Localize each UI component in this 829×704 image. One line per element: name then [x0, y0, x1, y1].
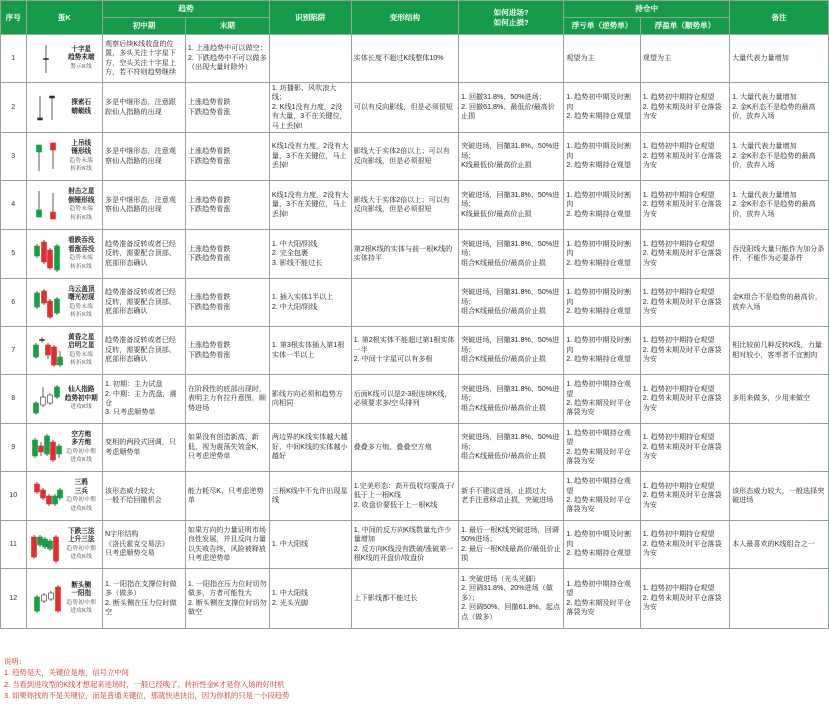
entry-cell: 1. 最后一根K线突破进场，回调50%进场； 2. 最后一根K线最高价/最低价止损: [459, 521, 564, 569]
k-pattern-note: 趋势初中期 进攻K线: [66, 545, 96, 561]
row-number: 10: [1, 472, 27, 521]
table-row: [1, 375, 829, 424]
row-number: 8: [1, 375, 27, 424]
remark-cell: 1. 大量代表力量增加 2. 金K形态不是趋势的最高价，放弃入场: [730, 181, 829, 230]
hold-profit-cell: 1. 趋势初中期持仓观望 2. 趋势末期及时平仓落袋为安: [640, 181, 729, 230]
table-row: [1, 472, 829, 521]
k-pattern-subtitle: 多方炮: [71, 439, 92, 447]
row-number: 11: [1, 521, 27, 569]
structure-cell: 后面K线可以是2-3根连续K线，必须要求多/空头排列: [351, 375, 458, 424]
k-pattern-title: 断头铡: [71, 581, 92, 589]
entry-cell: 新手不建议进场，止损过大 老手注意移动止损，突破进场: [459, 472, 564, 521]
hold-profit-cell: 观望为主: [640, 35, 729, 83]
k-pattern-cell: [26, 424, 103, 472]
structure-cell: 影线大于实体2倍以上；可以有反向影线，但是必须很短: [351, 133, 458, 181]
row-number: 7: [1, 327, 27, 375]
trap-cell: 影线方向必须和趋势方向相同: [269, 375, 351, 424]
k-pattern-name: [63, 188, 101, 222]
header-seq: 序号: [1, 1, 27, 35]
entry-cell: 1. 突破进场（光头光脚） 2. 回调31.8%、20%进场（做多）； 2. 回调50%、回撤61.8%、起点点（做多）: [459, 569, 564, 629]
table-row: [1, 327, 829, 375]
table-row: [1, 230, 829, 279]
table-row: [1, 133, 829, 181]
structure-cell: 1. 中间的反方向K线数量允许少量增加 2. 反方向K线没有跌破/涨破第一根K线的开盘价/收盘价: [351, 521, 458, 569]
structure-cell: [351, 279, 458, 327]
table-row: [1, 181, 829, 230]
header-entry: [459, 1, 564, 35]
k-pattern-name: [63, 528, 101, 562]
hold-loss-cell: 1. 趋势初中期及时割肉 2. 趋势末期持仓观望: [564, 230, 641, 279]
doji-cross-icon: [29, 39, 63, 79]
k-pattern-note: 趋势末端 转折K线: [69, 351, 94, 367]
row-number: 1: [1, 35, 27, 83]
header-remark: 备注: [730, 1, 829, 35]
k-pattern-name: [63, 431, 101, 465]
structure-cell: 实体长度不超过K线整体10%: [351, 35, 458, 83]
trend-late-cell: 1. 上涨趋势中可以做空； 2. 下跌趋势中不可以做多（出现大量时除外）: [185, 35, 269, 83]
row-number: 3: [1, 133, 27, 181]
structure-cell: 第2根K线的实体与前一根K线的实体持平: [351, 230, 458, 279]
entry-cell: 突破进场，回撤31.8%、50%进场； 组合K线最低价/最高价止损: [459, 279, 564, 327]
header-structure: 变形结构: [351, 1, 458, 35]
row-number: 2: [1, 83, 27, 133]
k-pattern-subtitle: 上升三法: [68, 536, 95, 544]
k-pattern-title: 看跌吞没: [68, 237, 95, 245]
k-pattern-note: 警示K线: [70, 63, 93, 70]
rising-falling-three-icon: [29, 525, 63, 565]
k-pattern-subtitle: 看涨吞没: [68, 245, 95, 253]
trap-cell: K线1没有力度，2没有大量，3不在关键位，马上丢掉!: [269, 181, 351, 230]
trend-early-cell: 观察后续K线收盘的位置，多头关注十字星下方，空头关注十字星上方，若不符则趋势继续: [103, 35, 186, 83]
remark-cell: 金K组合不是趋势的最高价，放弃入场: [730, 279, 829, 327]
k-pattern-cell: [26, 569, 103, 629]
k-pattern-title: 十字星: [71, 45, 92, 53]
table-row: [1, 521, 829, 569]
shooting-star-icon: [29, 185, 63, 225]
row-number: 5: [1, 230, 27, 279]
trend-late-cell: 在阶段性的底部出现时，表明主力有拉升意图，顺势进场: [185, 375, 269, 424]
table-row: [1, 279, 829, 327]
structure-cell: 上下影线都不能过长: [351, 569, 458, 629]
k-pattern-subtitle: 一阳指: [71, 590, 92, 598]
k-pattern-cell: [26, 133, 103, 181]
k-pattern-name: [63, 99, 101, 116]
k-pattern-cell: [26, 230, 103, 279]
k-pattern-cell: [26, 83, 103, 133]
remark-cell: 该形态威力较大，一般选择突破进场: [730, 472, 829, 521]
remark-cell: 本人最喜欢的K线组合之一: [730, 521, 829, 569]
hold-loss-cell: 1. 趋势初中期及时割肉 2. 趋势末期持仓观望: [564, 279, 641, 327]
row-number: 6: [1, 279, 27, 327]
k-pattern-subtitle: 趋势末端: [68, 54, 95, 62]
hold-loss-cell: 1. 趋势初中期及时割肉 2. 趋势末期持仓观望: [564, 133, 641, 181]
trend-early-cell: 趋势准备反转或者已经反转，需要配合顶部、底部形态确认: [103, 230, 186, 279]
entry-cell: [459, 35, 564, 83]
hold-profit-cell: 1. 趋势初中期持仓观望 2. 趋势末期及时平仓落袋为安: [640, 472, 729, 521]
k-pattern-title: 仙人指路: [68, 386, 95, 394]
remark-cell: 1. 大量代表力量增加 2. 金K形态不是趋势的最高价，放弃入场: [730, 83, 829, 133]
k-pattern-title: 上吊线: [71, 139, 92, 147]
trap-cell: 1. 中大阳线 2. 光头光脚: [269, 569, 351, 629]
remark-cell: [730, 569, 829, 629]
evening-morning-star-icon: [29, 331, 63, 371]
trap-cell: 两边界的K线实体越大越好，中间K线的实体越小越好: [269, 424, 351, 472]
hold-loss-cell: 1. 趋势初中期持仓观望 2. 趋势末期及时平仓落袋为安: [564, 375, 641, 424]
remark-cell: 1. 大量代表力量增加 2. 金K形态不是趋势的最高价，放弃入场: [730, 133, 829, 181]
k-pattern-name: [63, 479, 101, 513]
trend-early-cell: 1. 一阳指在支撑位时做多（做多） 2. 断头铡在压力位时做空: [103, 569, 186, 629]
entry-cell: 1. 回撤31.8%、50%进场； 2. 回撤61.8%、最低价/最高价止损: [459, 83, 564, 133]
k-pattern-note: 进攻K线: [70, 404, 93, 411]
three-crows-soldiers-icon: [29, 476, 63, 516]
k-pattern-cell: [26, 181, 103, 230]
k-pattern-name: [63, 237, 101, 271]
header-trend: 趋势: [103, 1, 270, 18]
k-pattern-subtitle: 蜻蜓线: [71, 107, 92, 115]
k-pattern-title: 乌云盖顶: [68, 285, 95, 293]
k-pattern-note: 趋势初中期 进攻K线: [66, 599, 96, 615]
k-pattern-cell: [26, 472, 103, 521]
k-pattern-title: 黄昏之星: [68, 333, 95, 341]
header-entry-line1: 如何进场?: [493, 8, 529, 17]
trend-late-cell: 上涨趋势看跌 下跌趋势看涨: [185, 181, 269, 230]
hold-loss-cell: 1. 趋势初中期及时割肉 2. 趋势末期持仓观望: [564, 83, 641, 133]
trend-late-cell: 上涨趋势看跌 下跌趋势看涨: [185, 279, 269, 327]
note-item-2: 2. 当看到进攻型的K线才想起来进场时，一般已经晚了。转折性金K才是你入场的好时机: [4, 679, 285, 689]
trend-late-cell: 上涨趋势看跌 下跌趋势看涨: [185, 83, 269, 133]
header-k: 蛋K: [26, 1, 103, 35]
k-pattern-cell: [26, 375, 103, 424]
header-trend-late: 末期: [185, 18, 269, 35]
k-pattern-cell: [26, 521, 103, 569]
k-pattern-subtitle: 三兵: [74, 487, 88, 495]
engulfing-icon: [29, 234, 63, 274]
hold-loss-cell: 1. 趋势初中期及时割肉 2. 趋势末期持仓观望: [564, 327, 641, 375]
row-number: 9: [1, 424, 27, 472]
k-pattern-note: 趋势末端 转折K线: [69, 303, 94, 319]
k-pattern-subtitle: 锤形线: [71, 148, 92, 156]
notes-section: [4, 656, 824, 701]
k-pattern-name: [63, 386, 101, 412]
entry-cell: 突破进场，回撤31.8%、50%进场； K线最低价/最高价止损: [459, 133, 564, 181]
hold-profit-cell: 1. 趋势初中期持仓观望 2. 趋势末期及时平仓落袋为安: [640, 83, 729, 133]
trend-early-cell: 趋势准备反转或者已经反转，需要配合顶部、底部形态确认: [103, 279, 186, 327]
notes-heading: 说明：: [4, 657, 26, 666]
trend-late-cell: 上涨趋势看跌 下跌趋势看涨: [185, 327, 269, 375]
dark-cloud-piercing-icon: [29, 283, 63, 323]
hold-profit-cell: 1. 趋势初中期持仓观望 2. 趋势末期及时平仓落袋为安: [640, 424, 729, 472]
entry-cell: 突破进场，回撤31.8%、50%进场； 组合K线最低价/最高价止损: [459, 230, 564, 279]
entry-cell: 突破进场，回撤31.8%、50%进场； 组合K线最低价/最高价止损: [459, 424, 564, 472]
k-pattern-subtitle: 曙光初现: [68, 294, 95, 302]
structure-cell: 影线大于实体2倍以上；可以有反向影线，但是必须很短: [351, 181, 458, 230]
hold-loss-cell: 1. 趋势初中期持仓观望 2. 趋势末期及时平仓落袋为安: [564, 472, 641, 521]
trap-cell: 1. 插入实体1半以上 2. 中大阳/阴线: [269, 279, 351, 327]
hold-profit-cell: 1. 趋势初中期持仓观望 2. 趋势末期及时平仓落袋为安: [640, 279, 729, 327]
trap-cell: K线1没有力度，2没有大量，3不在关键位，马上丢掉!: [269, 133, 351, 181]
table-row: [1, 569, 829, 629]
k-pattern-cell: [26, 35, 103, 83]
k-pattern-title: 下跌三法: [68, 527, 95, 535]
k-pattern-name: [63, 286, 101, 320]
remark-cell: 相比较前几种反转K线，力量相对较小，客率者不宜割肉: [730, 327, 829, 375]
gravestone-dragonfly-icon: [29, 88, 63, 128]
trend-early-cell: 多是中继形态，注意跟踪仙人指路的出现: [103, 83, 186, 133]
cannon-pattern-icon: [29, 428, 63, 468]
structure-cell: 1. 第2根实体不能超过第1根实体一半 2. 中间十字星可以有多根: [351, 327, 458, 375]
k-pattern-note: 趋势末端 转折K线: [69, 206, 94, 221]
k-pattern-note: 趋势初中期 进攻K线: [66, 448, 96, 464]
k-pattern-title: 三鸦: [74, 479, 88, 487]
k-pattern-name: [63, 582, 101, 616]
header-hold-loss: 浮亏单（逆势单）: [564, 18, 641, 35]
k-pattern-title: 空方炮: [71, 430, 92, 438]
table-row: [1, 424, 829, 472]
row-number: 4: [1, 181, 27, 230]
entry-cell: 突破进场，回撤31.8%、50%进场； 组合K线最低价/最高价止损: [459, 327, 564, 375]
note-item-1: 1. 趋势是天，关键位是地，信号立中间: [4, 668, 129, 678]
k-pattern-subtitle: 倒锤形线: [68, 196, 95, 204]
k-pattern-cell: [26, 279, 103, 327]
trap-cell: 三根K线中不允许出现星线: [269, 472, 351, 521]
entry-cell: 突破进场，回撤31.8%、50%进场； K线最低价/最高价止损: [459, 181, 564, 230]
trend-late-cell: 能力耗尽K，只考虑逆势单: [185, 472, 269, 521]
structure-cell: 叠叠多方炮、叠叠空方炮: [351, 424, 458, 472]
k-pattern-note: 趋势末端 转折K线: [69, 255, 94, 270]
hold-profit-cell: 1. 趋势初中期持仓观望 2. 趋势末期及时平仓落袋为安: [640, 133, 729, 181]
k-pattern-subtitle: 启明之星: [68, 342, 95, 350]
k-pattern-subtitle: 趋势初中期: [64, 394, 98, 402]
table-row: [1, 83, 829, 133]
trend-late-cell: 如果没有创造新高、新低，视为震荡失效金K，只考虑逆势单: [185, 424, 269, 472]
hold-loss-cell: 1. 趋势初中期持仓观望 2. 趋势末期及时平仓落袋为安: [564, 424, 641, 472]
entry-cell: 突破进场，回撤31.8%、50%进场； 组合K线最低价/最高价止损: [459, 375, 564, 424]
header-entry-line2: 如何止损?: [493, 17, 529, 27]
trend-early-cell: N字形结构 《洛氏霍克交易法》 只考虑顺势交易: [103, 521, 186, 569]
k-pattern-title: 射击之星: [68, 188, 95, 196]
hold-profit-cell: 1. 趋势初中期持仓观望 2. 趋势末期及时平仓落袋为安: [640, 375, 729, 424]
note-item-3: 3. 如果你找的不是关键位，而是普通关键位，那就快进快出，因为你抓的只是一小段趋势: [4, 690, 290, 700]
remark-cell: 大量代表力量增加: [730, 35, 829, 83]
trap-cell: [269, 35, 351, 83]
guillotine-pattern-icon: [29, 579, 63, 619]
fairy-pointing-icon: [29, 379, 63, 419]
k-pattern-name: [63, 46, 101, 72]
trend-late-cell: 上涨趋势看跌 下跌趋势看涨: [185, 133, 269, 181]
hold-loss-cell: 1. 趋势初中期及时割肉 2. 趋势末期持仓观望: [564, 181, 641, 230]
trap-cell: 1. 中大阳/阴线 2. 完全包裹 3. 影线不能过长: [269, 230, 351, 279]
structure-cell: 可以有反向影线，但是必须很短: [351, 83, 458, 133]
k-pattern-title: 探索石: [71, 99, 92, 107]
trend-early-cell: 多是中继形态，注意观察仙人指路的出现: [103, 181, 186, 230]
header-hold-profit: 浮盈单（顺势单）: [640, 18, 729, 35]
trend-early-cell: 趋势准备反转或者已经反转，需要配合顶部、底部形态确认: [103, 327, 186, 375]
structure-cell: 1.完美形态：高开低收均要高于/低于上一根K线 2. 收盘价要低于上一根K线: [351, 472, 458, 521]
hanging-hammer-icon: [29, 137, 63, 177]
k-pattern-cell: [26, 327, 103, 375]
hold-loss-cell: 观望为主: [564, 35, 641, 83]
trend-early-cell: 变相的两段式回调，只考虑顺势单: [103, 424, 186, 472]
trend-late-cell: 1. 一阳指在压力位时切勿做多，方者可能性大 2. 断头铡在支撑位时切勿做空: [185, 569, 269, 629]
row-number: 12: [1, 569, 27, 629]
header-hold: 持仓中: [564, 1, 730, 18]
remark-cell: [730, 424, 829, 472]
trend-late-cell: 上涨趋势看跌 下跌趋势看涨: [185, 230, 269, 279]
trend-early-cell: 1. 初期：主力试盘 2. 中期：主力洗盘，震仓 3. 只考虑顺势单: [103, 375, 186, 424]
header-trap: 识别陷阱: [269, 1, 351, 35]
k-pattern-name: [63, 140, 101, 174]
trap-cell: 1. 中大阳线: [269, 521, 351, 569]
hold-loss-cell: 1. 趋势初中期持仓观望 2. 趋势末期及时平仓落袋为安: [564, 569, 641, 629]
hold-profit-cell: 1. 趋势初中期持仓观望 2. 趋势末期及时平仓落袋为安: [640, 521, 729, 569]
trend-late-cell: 如果方向的力量证明市场良性发展，并且反向力量以失败告终，风险被释放 只考虑逆势单: [185, 521, 269, 569]
hold-profit-cell: 1. 趋势初中期持仓观望 2. 趋势末期及时平仓落袋为安: [640, 569, 729, 629]
header-trend-early: 初中期: [103, 18, 186, 35]
trend-early-cell: 多是中继形态，注意观察仙人指路的出现: [103, 133, 186, 181]
remark-cell: 吞没阳线大量只能作为加分条件，不能作为必要条件: [730, 230, 829, 279]
k-pattern-note: 趋势末端 转折K线: [69, 157, 94, 173]
hold-profit-cell: 1. 趋势初中期持仓观望 2. 趋势末期及时平仓落袋为安: [640, 230, 729, 279]
hold-profit-cell: 1. 趋势初中期持仓观望 2. 趋势末期及时平仓落袋为安: [640, 327, 729, 375]
table-row: [1, 35, 829, 83]
remark-cell: 多用来做多，少用来做空: [730, 375, 829, 424]
trap-cell: 1. 坊播影、风吹浪大线； 2. K线1没有力度，2没有大量，3不在关键位，马上丢掉!: [269, 83, 351, 133]
k-pattern-name: [63, 334, 101, 368]
trap-cell: 1. 第3根实体插入第1根实体一半以上: [269, 327, 351, 375]
hold-loss-cell: 1. 趋势初中期及时割肉 2. 趋势末期持仓观望: [564, 521, 641, 569]
trend-early-cell: 该形态威力较大 一般不给回撤机会: [103, 472, 186, 521]
k-pattern-note: 趋势初中期 进攻K线: [66, 497, 96, 512]
